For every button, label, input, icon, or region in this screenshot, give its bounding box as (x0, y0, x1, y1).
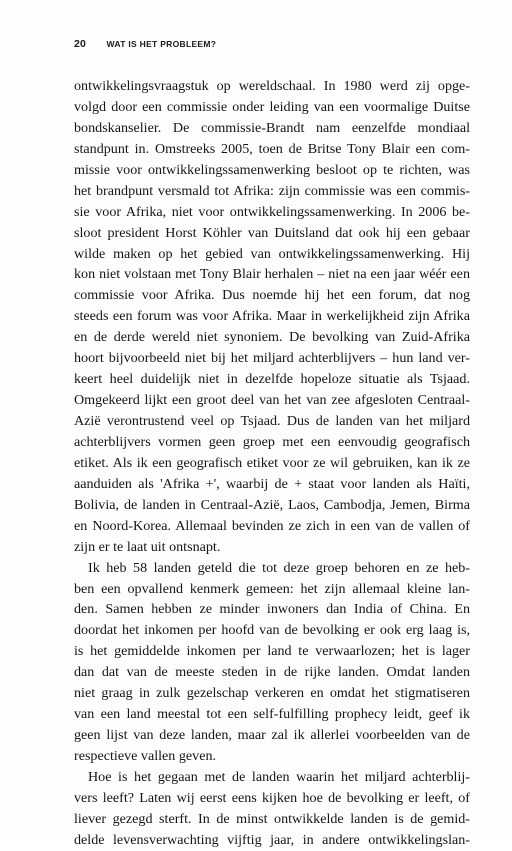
text-line: is het gemiddelde inkomen per land te verwaarlozen; het is lager (74, 643, 470, 660)
text-line: missie voor ontwikkelingssamenwerking besloot op te richten, was (74, 161, 470, 178)
text-line: Hoe is het gegaan met de landen waarin het miljard achterblij- (88, 768, 470, 785)
text-line: Omgekeerd lijkt een groot deel van het van zee afgesloten Centraal- (74, 392, 470, 409)
text-line: niet graag in zulk gezelschap verkeren en omdat het stigmatiseren (74, 685, 470, 702)
text-line: ben een opvallend kenmerk gemeen: het zijn allemaal kleine lan- (74, 580, 470, 597)
text-line: Azië verontrustend veel op Tsjaad. Dus de landen van het miljard (74, 413, 470, 429)
text-line: respectieve vallen geven. (74, 748, 217, 764)
text-line: etiket. Als ik een geografisch etiket voor ze wil gebruiken, kan ik ze (74, 454, 470, 471)
text-line: kon niet volstaan met Tony Blair herhalen – niet na een jaar wéér een (74, 266, 470, 283)
paragraph-3 (74, 767, 470, 851)
text-line: doordat het inkomen per hoofd van de bevolking er ook erg laag is, (74, 622, 470, 639)
text-line: en de derde wereld niet synoniem. De bevolking van Zuid-Afrika (74, 329, 470, 346)
text-line: geen lijst van deze landen, maar zal ik allerlei voorbeelden van de (74, 727, 470, 744)
text-line: achterblijvers vormen geen groep met een eenvoudig geografisch (74, 433, 470, 450)
paragraph-2 (74, 558, 470, 767)
text-line: den. Samen hebben ze minder inwoners dan India of China. En (74, 601, 470, 618)
page-number: 20 (74, 38, 87, 50)
chapter-title: WAT IS HET PROBLEEM? (106, 39, 217, 49)
text-line: commissie voor Afrika. Dus noemde hij het een forum, dat nog (74, 287, 470, 304)
text-line: volgd door een commissie onder leiding van een voormalige Duitse (74, 98, 470, 115)
text-line: zijn er te laat uit ontsnapt. (74, 538, 221, 555)
text-line: ontwikkelingsvraagstuk op wereldschaal. In 1980 werd zij opge- (74, 78, 470, 94)
text-line: sie voor Afrika, niet voor ontwikkelingssamenwerking. In 2006 be- (74, 203, 470, 220)
paragraph-1 (74, 76, 470, 558)
text-line: van een land meestal tot een self-fulfilling prophecy leidt, geef ik (74, 706, 470, 723)
text-line: standpunt in. Omstreeks 2005, toen de Britse Tony Blair een com- (74, 140, 470, 157)
text-line: Ik heb 58 landen geteld die tot deze groep behoren en ze heb- (88, 559, 470, 576)
text-line: steeds een forum was voor Afrika. Maar in werkelijkheid zijn Afrika (74, 308, 470, 325)
text-line: het brandpunt versmald tot Afrika: zijn commissie was een commis- (74, 182, 470, 199)
text-line: keert heel duidelijk niet in dezelfde hopeloze situatie als Tsjaad. (74, 371, 470, 388)
text-line: aanduiden als 'Afrika +', waarbij de + staat voor landen als Haïti, (74, 475, 470, 492)
text-line: bondskanselier. De commissie-Brandt nam eenzelfde mondiaal (74, 119, 470, 136)
text-line: Bolivia, de landen in Centraal-Azië, Laos, Cambodja, Jemen, Birma (74, 496, 470, 513)
running-head (74, 34, 474, 48)
text-line: hoort bijvoorbeeld niet bij het miljard achterblijvers – hun land ver- (74, 350, 470, 367)
text-line: en Noord-Korea. Allemaal bevinden ze zich in een van de vallen of (74, 517, 470, 534)
text-line: liever gezegd sterft. In de minst ontwikkelde landen is de gemid- (74, 810, 470, 827)
body-text (74, 76, 470, 851)
text-line: sloot president Horst Köhler van Duitsland dat ook hij een gebaar (74, 224, 470, 241)
text-line: vers leeft? Laten wij eerst eens kijken hoe de bevolking er leeft, of (74, 789, 470, 806)
text-line: dan dat van de meeste steden in de rijke landen. Omdat landen (74, 664, 470, 681)
text-line: wilde maken op het gebied van ontwikkelingssamenwerking. Hij (74, 245, 470, 262)
text-line: delde levensverwachting vijftig jaar, in andere ontwikkelingslan- (74, 831, 470, 848)
